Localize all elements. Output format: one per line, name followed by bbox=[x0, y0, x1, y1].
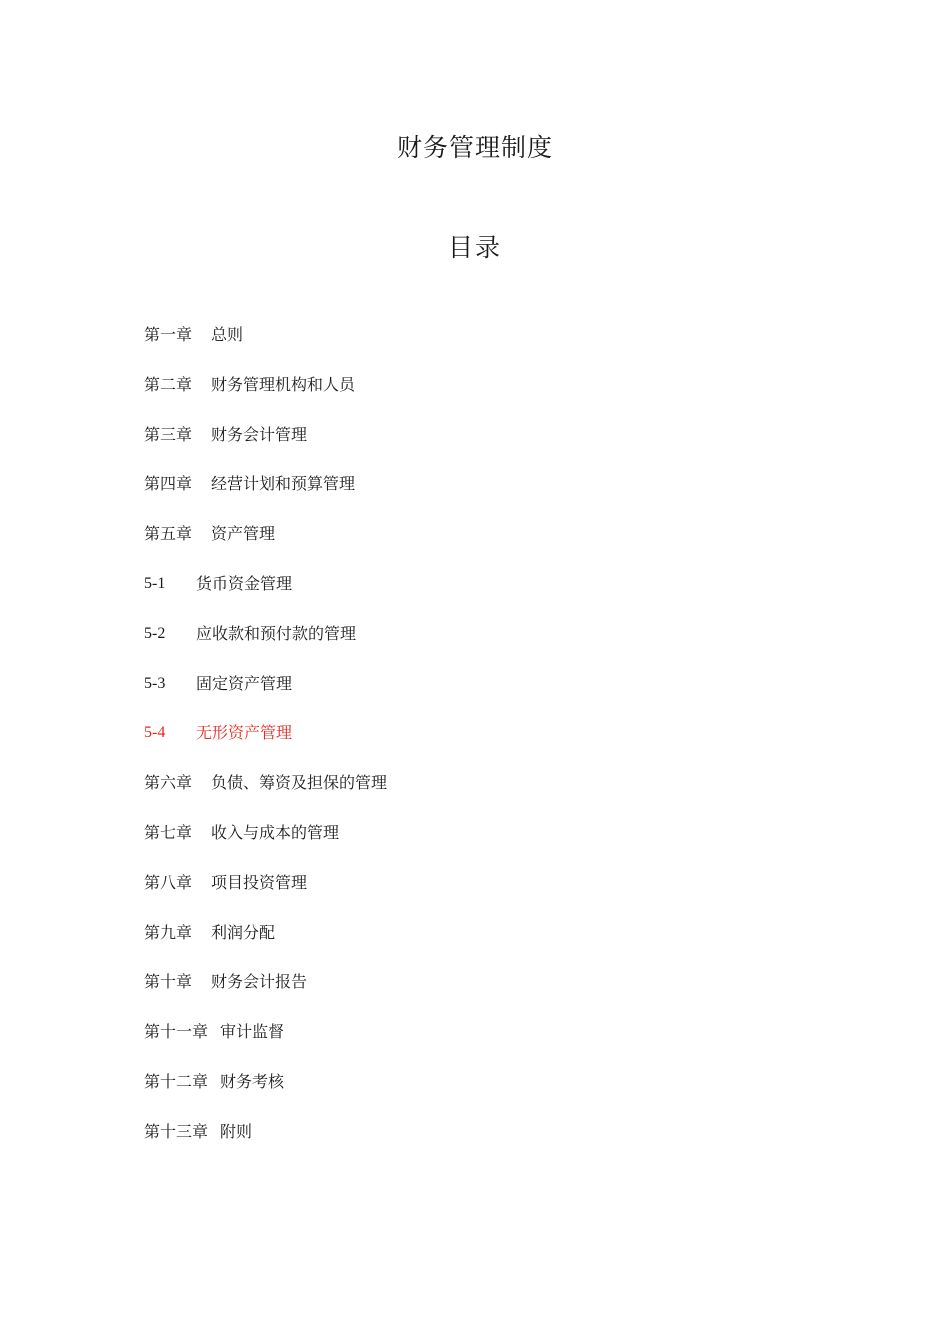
toc-entry-number: 第九章 bbox=[144, 922, 193, 942]
toc-entry[interactable] bbox=[144, 322, 844, 372]
toc-entry-label: 应收款和预付款的管理 bbox=[196, 623, 357, 643]
toc-entry-label: 财务考核 bbox=[220, 1071, 285, 1091]
toc-heading: 目录 bbox=[447, 233, 502, 262]
toc-entry-highlighted[interactable] bbox=[144, 720, 844, 770]
document-title: 财务管理制度 bbox=[396, 133, 553, 162]
toc-entry[interactable] bbox=[144, 770, 844, 820]
toc-entry-label: 收入与成本的管理 bbox=[211, 822, 340, 842]
toc-entry[interactable] bbox=[144, 1119, 844, 1169]
toc-entry-number: 第七章 bbox=[144, 822, 193, 842]
toc-entry[interactable] bbox=[144, 621, 844, 671]
toc-entry[interactable] bbox=[144, 820, 844, 870]
toc-entry-label: 负债、筹资及担保的管理 bbox=[211, 773, 388, 793]
toc-entry-number: 第三章 bbox=[144, 424, 193, 444]
toc-entry-number: 5-4 bbox=[144, 724, 166, 742]
toc-entry[interactable] bbox=[144, 571, 844, 621]
toc-entry[interactable] bbox=[144, 969, 844, 1019]
toc-entry-label: 附则 bbox=[220, 1121, 253, 1141]
toc-entry-number: 第十一章 bbox=[144, 1022, 209, 1042]
toc-entry-number: 第一章 bbox=[144, 325, 193, 344]
toc-entry-label: 财务会计管理 bbox=[211, 424, 308, 444]
toc-entry[interactable] bbox=[144, 1069, 844, 1119]
toc-entry-number: 第六章 bbox=[144, 773, 193, 793]
toc-entry-label: 货币资金管理 bbox=[196, 573, 293, 593]
toc-entry-number: 第五章 bbox=[144, 524, 193, 544]
toc-entry-number: 5-2 bbox=[144, 624, 166, 642]
toc-entry[interactable] bbox=[144, 870, 844, 920]
toc-entry-label: 固定资产管理 bbox=[196, 673, 293, 693]
toc-entry-number: 第八章 bbox=[144, 872, 193, 892]
toc-entry-number: 第二章 bbox=[144, 374, 193, 394]
toc-entry[interactable] bbox=[144, 521, 844, 571]
toc-entry-number: 第十章 bbox=[144, 972, 193, 992]
toc-entry-label: 财务会计报告 bbox=[211, 972, 308, 992]
toc-entry[interactable] bbox=[144, 920, 844, 970]
toc-entry[interactable] bbox=[144, 671, 844, 721]
toc-entry-number: 5-3 bbox=[144, 674, 166, 692]
toc-entry-label: 审计监督 bbox=[220, 1022, 285, 1042]
toc-entry-label: 项目投资管理 bbox=[211, 872, 308, 892]
toc-entry-label: 资产管理 bbox=[211, 524, 276, 544]
toc-entry[interactable] bbox=[144, 471, 844, 521]
toc-entry-label: 总则 bbox=[211, 325, 244, 344]
toc-entry-number: 5-1 bbox=[144, 574, 166, 592]
toc-entry-label: 无形资产管理 bbox=[196, 723, 293, 743]
toc-entry-number: 第十二章 bbox=[144, 1071, 209, 1091]
toc-entry[interactable] bbox=[144, 1019, 844, 1069]
toc-entry-label: 财务管理机构和人员 bbox=[211, 374, 356, 394]
toc-entry-label: 利润分配 bbox=[211, 922, 276, 942]
toc-entry[interactable] bbox=[144, 372, 844, 422]
toc-entry[interactable] bbox=[144, 422, 844, 472]
toc-entry-number: 第十三章 bbox=[144, 1121, 209, 1141]
table-of-contents bbox=[144, 322, 844, 1169]
toc-entry-label: 经营计划和预算管理 bbox=[211, 474, 356, 494]
toc-entry-number: 第四章 bbox=[144, 474, 193, 494]
